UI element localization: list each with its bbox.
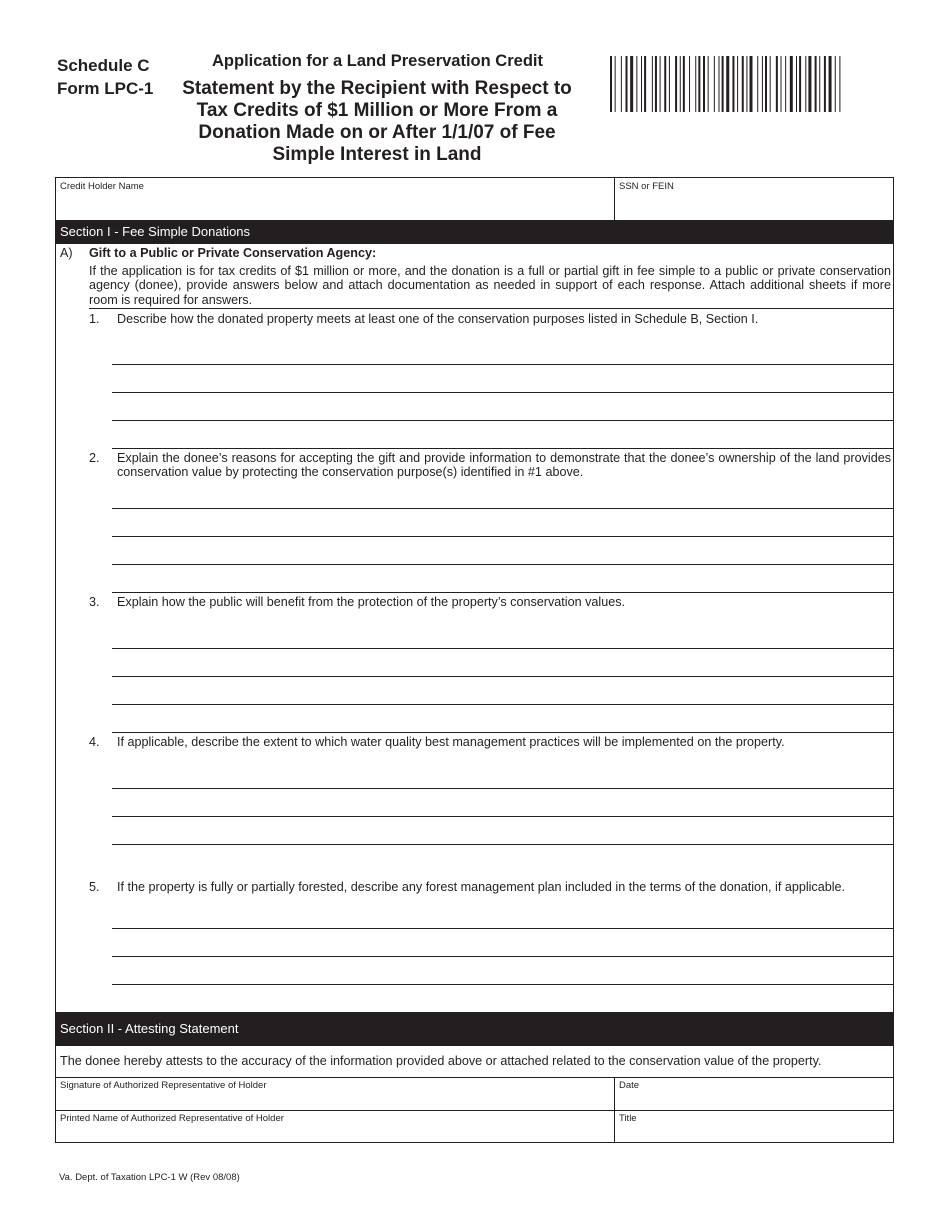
barcode-bar xyxy=(737,56,738,112)
barcode-bar xyxy=(819,56,820,112)
form-body xyxy=(55,177,894,1143)
question-text: Explain the donee’s reasons for accepting the gift and provide information to demonstrate that the donee’s ownership of the land provides conservation value by protecting the conservation purpose(s) identified in #1 above. xyxy=(117,451,891,480)
answer-line xyxy=(112,788,893,789)
question-number: 2. xyxy=(89,451,100,465)
form-subtitle: Application for a Land Preservation Credit xyxy=(212,52,543,70)
section2-header xyxy=(56,1012,893,1046)
form-identifier xyxy=(57,54,153,100)
barcode-bar xyxy=(644,56,646,112)
barcode-bar xyxy=(835,56,836,112)
answer-area[interactable] xyxy=(112,900,893,984)
barcode-bar xyxy=(703,56,705,112)
question-number: 4. xyxy=(89,735,100,749)
date-field[interactable] xyxy=(615,1078,893,1110)
barcode-bar xyxy=(636,56,637,112)
barcode-bar xyxy=(610,56,612,112)
barcode-bar xyxy=(781,56,782,112)
barcode-bar xyxy=(680,56,681,112)
barcode-bar xyxy=(695,56,696,112)
ssn-fein-field[interactable] xyxy=(615,178,893,220)
barcode-bar xyxy=(770,56,771,112)
barcode-bar xyxy=(664,56,666,112)
barcode-bar xyxy=(660,56,661,112)
schedule-label: Schedule C xyxy=(57,56,150,75)
section2-heading: Section II - Attesting Statement xyxy=(60,1021,239,1036)
question-text: Describe how the donated property meets at least one of the conservation purposes listed in Schedule B, Section I. xyxy=(117,312,759,326)
signature-label: Signature of Authorized Representative of Holder xyxy=(60,1080,267,1091)
barcode-bar xyxy=(652,56,653,112)
barcode-bar xyxy=(689,56,690,112)
part-title: Gift to a Public or Private Conservation Agency: xyxy=(89,246,377,260)
barcode-bar xyxy=(630,56,633,112)
barcode-bar xyxy=(829,56,832,112)
barcode-bar xyxy=(765,56,767,112)
barcode-bar xyxy=(714,56,715,112)
form-footer: Va. Dept. of Taxation LPC-1 W (Rev 08/08) xyxy=(59,1172,240,1183)
answer-line xyxy=(112,508,893,509)
question-text: Explain how the public will benefit from the protection of the property’s conservation values. xyxy=(117,595,625,609)
answer-line xyxy=(112,536,893,537)
form-title: Statement by the Recipient with Respect to Tax Credits of $1 Million or More From a Donation Made on or After 1/1/07 of Fee Simple Interest in Land xyxy=(182,78,572,165)
barcode-bar xyxy=(621,56,622,112)
barcode-bar xyxy=(641,56,642,112)
date-label: Date xyxy=(619,1080,640,1091)
barcode-bar xyxy=(799,56,801,112)
answer-line xyxy=(112,420,893,421)
barcode-bar xyxy=(796,56,797,112)
answer-line xyxy=(112,392,893,393)
barcode-bar xyxy=(719,56,720,112)
question-number: 1. xyxy=(89,312,100,326)
barcode-bar xyxy=(815,56,817,112)
answer-line xyxy=(112,676,893,677)
signature-field[interactable] xyxy=(56,1078,614,1110)
barcode-bar xyxy=(708,56,709,112)
part-letter: A) xyxy=(60,246,73,260)
barcode-image xyxy=(610,56,892,112)
barcode-bar xyxy=(808,56,811,112)
barcode-bar xyxy=(722,56,724,112)
credit-holder-name-field[interactable] xyxy=(56,178,614,220)
printed-name-label: Printed Name of Authorized Representative of Holder xyxy=(60,1113,284,1124)
answer-line xyxy=(112,984,893,985)
barcode-bar xyxy=(683,56,685,112)
barcode-bar xyxy=(750,56,753,112)
barcode-bar xyxy=(805,56,806,112)
barcode-bar xyxy=(615,56,616,112)
question-number: 5. xyxy=(89,880,100,894)
section1-header xyxy=(56,220,893,244)
title-field[interactable] xyxy=(615,1111,893,1143)
barcode-bar xyxy=(669,56,670,112)
barcode-bar xyxy=(742,56,744,112)
answer-line xyxy=(112,816,893,817)
barcode-bar xyxy=(746,56,747,112)
answer-line xyxy=(112,844,893,845)
printed-name-field[interactable] xyxy=(56,1111,614,1143)
credit-holder-name-label: Credit Holder Name xyxy=(60,181,144,192)
section1-heading: Section I - Fee Simple Donations xyxy=(60,224,251,239)
barcode-bar xyxy=(790,56,793,112)
barcode-bar xyxy=(762,56,763,112)
attesting-statement: The donee hereby attests to the accuracy of the information provided above or attached related to the conservation value of the property. xyxy=(60,1054,822,1068)
barcode-bar xyxy=(626,56,628,112)
barcode-bar xyxy=(839,56,840,112)
barcode-bar xyxy=(732,56,734,112)
barcode-bar xyxy=(698,56,700,112)
answer-line xyxy=(112,704,893,705)
form-number: Form LPC-1 xyxy=(57,79,154,98)
question-number: 3. xyxy=(89,595,100,609)
answer-line xyxy=(112,564,893,565)
barcode-bar xyxy=(675,56,677,112)
title-label: Title xyxy=(619,1113,637,1124)
barcode-bar xyxy=(757,56,758,112)
answer-area[interactable] xyxy=(112,760,893,844)
answer-line xyxy=(112,928,893,929)
barcode-bar xyxy=(785,56,786,112)
barcode-bar xyxy=(655,56,657,112)
answer-line xyxy=(112,364,893,365)
question-text: If the property is fully or partially forested, describe any forest management plan included in the terms of the donation, if applicable. xyxy=(117,880,846,894)
ssn-fein-label: SSN or FEIN xyxy=(619,181,674,192)
question-text: If applicable, describe the extent to which water quality best management practices will be implemented on the property. xyxy=(117,735,785,749)
answer-line xyxy=(112,592,893,593)
answer-line xyxy=(112,448,893,449)
part-intro: If the application is for tax credits of $1 million or more, and the donation is a full or partial gift in fee simple to a public or private conservation agency (donee), provide answers below and attach documentation as needed in support of each response. Attach additional sheets if more room is required for answers. xyxy=(89,264,891,307)
answer-line xyxy=(112,732,893,733)
barcode-bar xyxy=(776,56,778,112)
answer-line xyxy=(112,956,893,957)
barcode-bar xyxy=(726,56,729,112)
barcode-bar xyxy=(824,56,826,112)
answer-line xyxy=(112,648,893,649)
